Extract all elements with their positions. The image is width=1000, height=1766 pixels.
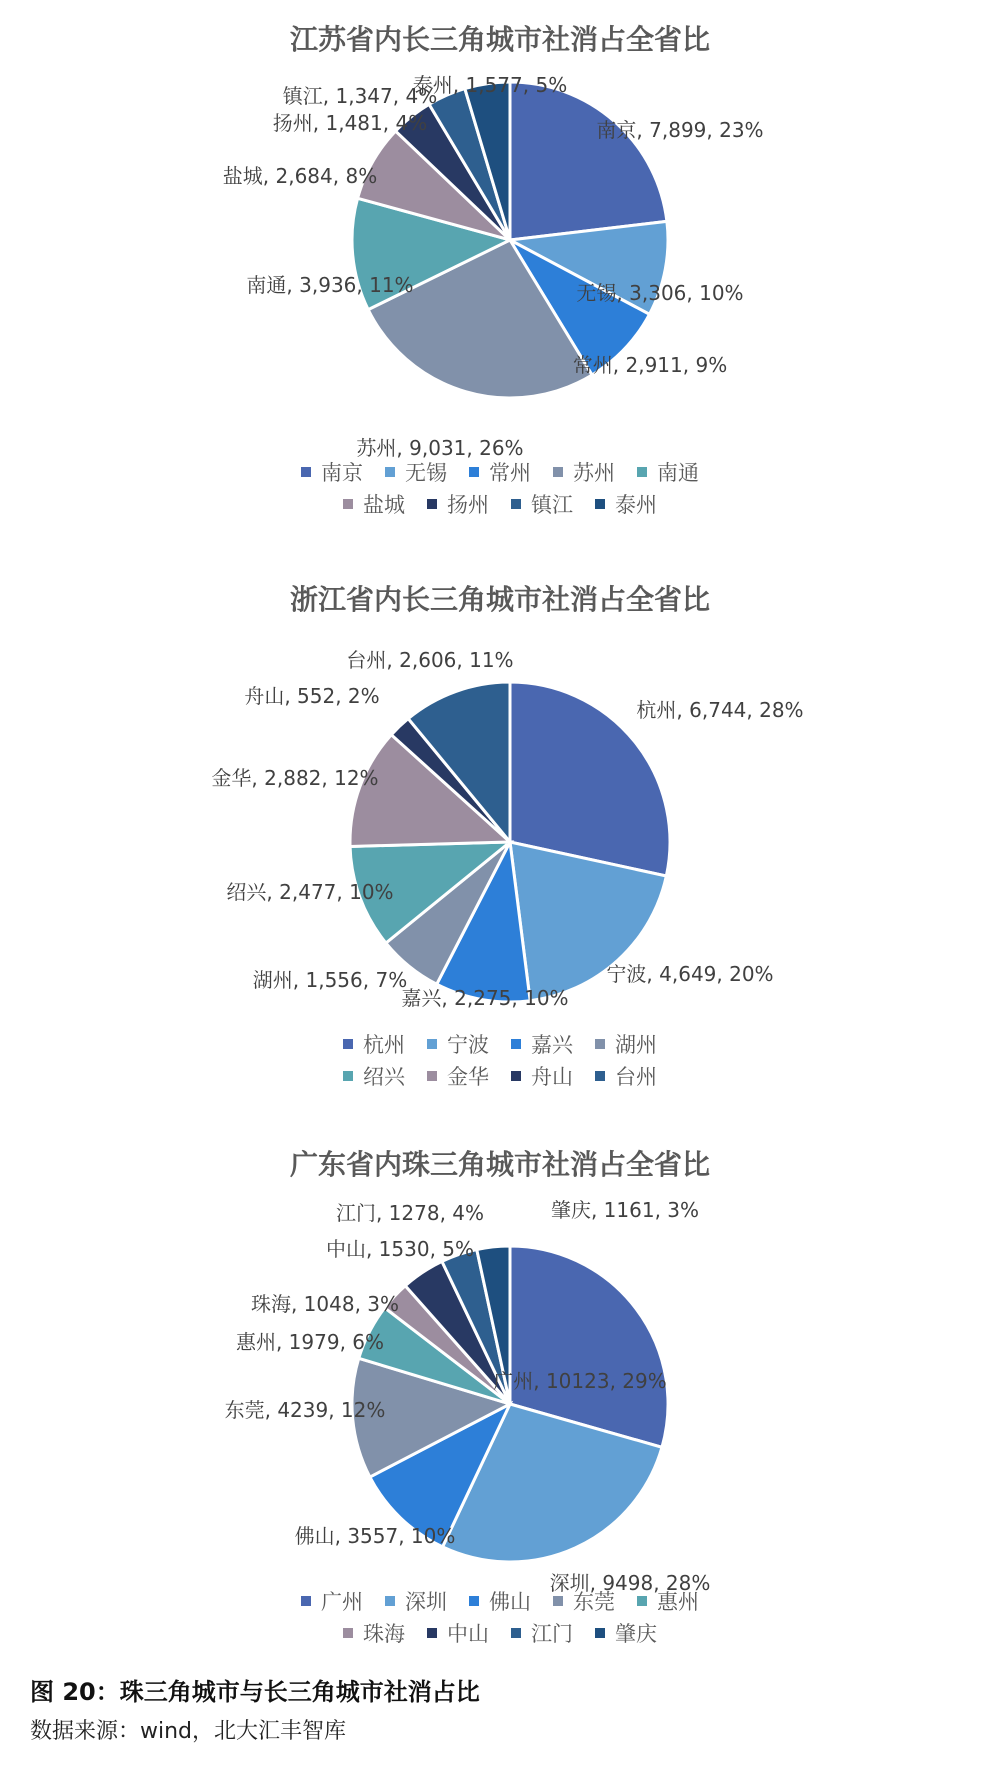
data-label: 南京, 7,899, 23% xyxy=(596,118,764,142)
data-label: 宁波, 4,649, 20% xyxy=(606,962,774,986)
legend-swatch xyxy=(553,467,563,477)
data-label: 杭州, 6,744, 28% xyxy=(636,698,804,722)
legend-item xyxy=(427,1029,489,1059)
legend-label: 珠海 xyxy=(363,1622,405,1646)
legend-row xyxy=(0,1617,1000,1649)
legend-item xyxy=(343,489,405,519)
legend-label: 佛山 xyxy=(489,1590,531,1614)
legend-item xyxy=(343,1029,405,1059)
data-label: 中山, 1530, 5% xyxy=(325,1237,475,1261)
legend-label: 苏州 xyxy=(573,461,615,485)
legend-label: 宁波 xyxy=(447,1033,489,1057)
legend-item xyxy=(511,1618,573,1648)
legend-item xyxy=(301,1586,363,1616)
legend-item xyxy=(595,1618,657,1648)
legend-label: 东莞 xyxy=(573,1590,615,1614)
chart-title: 浙江省内长三角城市社消占全省比 xyxy=(289,583,710,616)
legend-label: 江门 xyxy=(531,1622,573,1646)
legend-swatch xyxy=(427,499,437,509)
legend-item xyxy=(595,489,657,519)
legend-label: 台州 xyxy=(615,1065,657,1089)
data-label: 珠海, 1048, 3% xyxy=(250,1292,400,1316)
legend-label: 惠州 xyxy=(657,1590,699,1614)
legend-swatch xyxy=(343,499,353,509)
legend-swatch xyxy=(511,1071,521,1081)
legend-swatch xyxy=(595,499,605,509)
legend-row xyxy=(0,456,1000,488)
legend-label: 金华 xyxy=(447,1065,489,1089)
chart-legend xyxy=(0,456,1000,520)
legend-swatch xyxy=(595,1071,605,1081)
legend-item xyxy=(511,1029,573,1059)
data-label: 绍兴, 2,477, 10% xyxy=(226,880,394,904)
legend-label: 盐城 xyxy=(363,493,405,517)
legend-swatch xyxy=(469,467,479,477)
legend-swatch xyxy=(343,1628,353,1638)
legend-swatch xyxy=(385,467,395,477)
legend-swatch xyxy=(511,1628,521,1638)
pie-slice-南京 xyxy=(510,82,667,240)
data-label: 广州, 10123, 29% xyxy=(493,1369,667,1393)
legend-item xyxy=(343,1618,405,1648)
data-label: 常州, 2,911, 9% xyxy=(572,353,728,377)
data-label: 深圳, 9498, 28% xyxy=(549,1571,711,1595)
legend-swatch xyxy=(427,1039,437,1049)
legend-label: 南京 xyxy=(321,461,363,485)
data-label: 南通, 3,936, 11% xyxy=(246,273,414,297)
legend-label: 扬州 xyxy=(447,493,489,517)
data-label: 台州, 2,606, 11% xyxy=(346,648,514,672)
legend-row xyxy=(0,1585,1000,1617)
legend-row xyxy=(0,1028,1000,1060)
legend-swatch xyxy=(553,1596,563,1606)
legend-label: 泰州 xyxy=(615,493,657,517)
legend-item xyxy=(427,489,489,519)
legend-label: 肇庆 xyxy=(615,1622,657,1646)
legend-swatch xyxy=(469,1596,479,1606)
legend-swatch xyxy=(637,1596,647,1606)
legend-label: 中山 xyxy=(447,1622,489,1646)
legend-swatch xyxy=(385,1596,395,1606)
legend-item xyxy=(511,489,573,519)
figure-caption: 图 20：珠三角城市与长三角城市社消占比 xyxy=(30,1678,480,1706)
data-label: 泰州, 1,577, 5% xyxy=(412,73,568,97)
legend-swatch xyxy=(427,1071,437,1081)
data-label: 肇庆, 1161, 3% xyxy=(550,1198,700,1222)
legend-item xyxy=(343,1061,405,1091)
legend-swatch xyxy=(511,499,521,509)
legend-item xyxy=(595,1061,657,1091)
legend-swatch xyxy=(595,1039,605,1049)
legend-swatch xyxy=(511,1039,521,1049)
data-label: 无锡, 3,306, 10% xyxy=(576,281,744,305)
pie-svg xyxy=(0,1125,1000,1665)
data-label: 惠州, 1979, 6% xyxy=(235,1330,385,1354)
chart-title: 江苏省内长三角城市社消占全省比 xyxy=(289,23,710,56)
legend-label: 舟山 xyxy=(531,1065,573,1089)
legend-swatch xyxy=(595,1628,605,1638)
legend-swatch xyxy=(427,1628,437,1638)
pie-chart-guangdong xyxy=(0,1125,1000,1665)
legend-swatch xyxy=(343,1039,353,1049)
data-label: 扬州, 1,481, 4% xyxy=(272,111,428,135)
legend-label: 广州 xyxy=(321,1590,363,1614)
legend-label: 无锡 xyxy=(405,461,447,485)
data-source: 数据来源：wind，北大汇丰智库 xyxy=(30,1719,347,1744)
legend-item xyxy=(637,457,699,487)
chart-legend xyxy=(0,1585,1000,1649)
data-label: 湖州, 1,556, 7% xyxy=(252,968,408,992)
legend-label: 杭州 xyxy=(363,1033,405,1057)
legend-item xyxy=(301,457,363,487)
legend-label: 南通 xyxy=(657,461,699,485)
legend-item xyxy=(427,1061,489,1091)
legend-item xyxy=(553,457,615,487)
chart-legend xyxy=(0,1028,1000,1092)
legend-item xyxy=(469,457,531,487)
legend-label: 湖州 xyxy=(615,1033,657,1057)
legend-swatch xyxy=(637,467,647,477)
pie-svg xyxy=(0,560,1000,1100)
data-label: 舟山, 552, 2% xyxy=(244,684,380,708)
data-label: 嘉兴, 2,275, 10% xyxy=(401,986,569,1010)
legend-row xyxy=(0,1060,1000,1092)
data-label: 盐城, 2,684, 8% xyxy=(222,164,378,188)
data-label: 镇江, 1,347, 4% xyxy=(282,84,438,108)
legend-item xyxy=(385,1586,447,1616)
data-label: 苏州, 9,031, 26% xyxy=(356,436,524,460)
legend-label: 常州 xyxy=(489,461,531,485)
legend-swatch xyxy=(301,1596,311,1606)
chart-title: 广东省内珠三角城市社消占全省比 xyxy=(289,1148,710,1181)
legend-item xyxy=(385,457,447,487)
pie-chart-zhejiang xyxy=(0,560,1000,1100)
legend-swatch xyxy=(301,467,311,477)
data-label: 佛山, 3557, 10% xyxy=(294,1524,456,1548)
legend-item xyxy=(595,1029,657,1059)
legend-label: 嘉兴 xyxy=(531,1033,573,1057)
legend-row xyxy=(0,488,1000,520)
legend-item xyxy=(469,1586,531,1616)
legend-item xyxy=(637,1586,699,1616)
legend-item xyxy=(553,1586,615,1616)
data-label: 金华, 2,882, 12% xyxy=(211,766,379,790)
legend-swatch xyxy=(343,1071,353,1081)
legend-label: 镇江 xyxy=(531,493,573,517)
data-label: 江门, 1278, 4% xyxy=(335,1201,485,1225)
legend-label: 深圳 xyxy=(405,1590,447,1614)
pie-chart-jiangsu xyxy=(0,0,1000,540)
legend-label: 绍兴 xyxy=(363,1065,405,1089)
legend-item xyxy=(427,1618,489,1648)
legend-item xyxy=(511,1061,573,1091)
data-label: 东莞, 4239, 12% xyxy=(224,1398,386,1422)
